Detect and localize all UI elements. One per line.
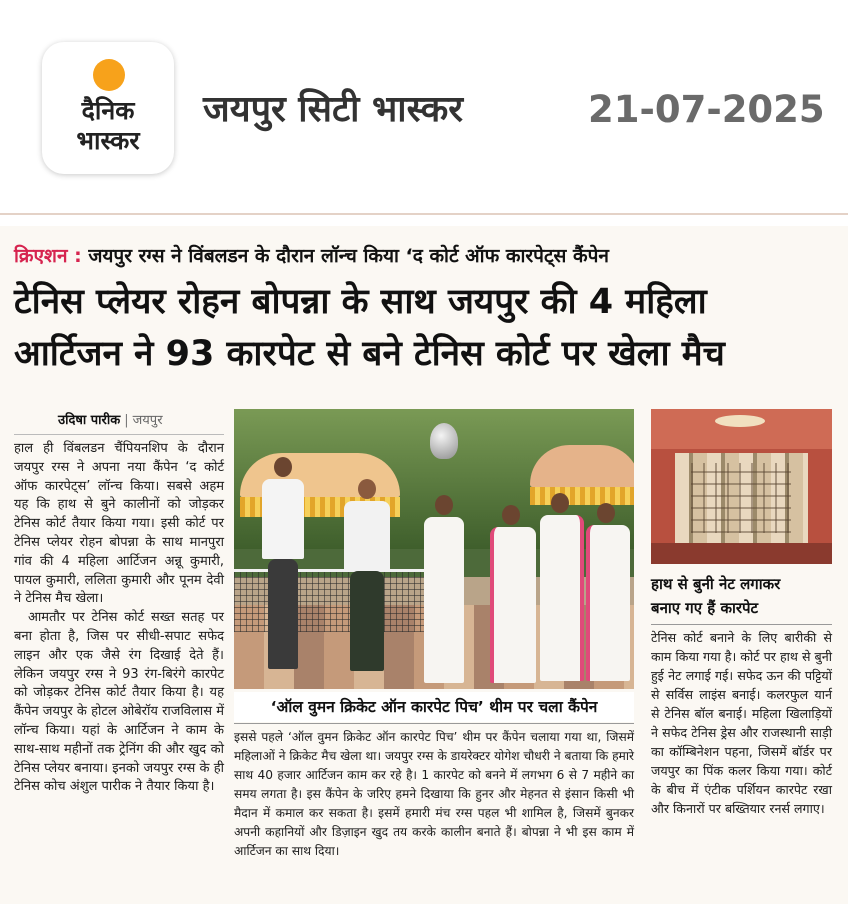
app-header xyxy=(0,0,848,214)
main-photo-caption: ‘ऑल वुमन क्रिकेट ऑन कारपेट पिच’ थीम पर चला कैंपेन xyxy=(234,692,634,722)
photo-person-1 xyxy=(258,457,308,677)
photo-person-5 xyxy=(538,493,582,683)
side-photo-caption xyxy=(651,572,832,620)
header-divider xyxy=(0,213,848,215)
photo-person-3 xyxy=(422,495,466,685)
kicker-text: जयपुर रग्स ने विंबलडन के दौरान लॉन्च किया ‘द कोर्ट ऑफ कारपेट्स कैंपेन xyxy=(81,245,609,267)
headline-line-1: टेनिस प्लेयर रोहन बोपन्ना के साथ जयपुर की 4 महिला xyxy=(14,282,707,322)
article-column-1 xyxy=(14,440,224,797)
side-caption-line-2: बनाए गए हैं कारपेट xyxy=(651,599,759,617)
kicker-label: क्रिएशन : xyxy=(14,245,82,267)
photo-person-2 xyxy=(340,479,394,679)
byline-author: उदिषा पारीक xyxy=(58,413,121,428)
photo-umbrella-right xyxy=(530,445,634,487)
edition-date: 21-07-2025 xyxy=(588,88,825,131)
article-kicker xyxy=(14,241,609,271)
main-photo-tennis-match[interactable] xyxy=(234,409,634,689)
article-column-3: टेनिस कोर्ट बनाने के लिए बारीकी से काम किया गया है। कोर्ट पर हाथ से बुनी हुई नेट लगाई गई। सफेद ऊन की पट्टियों से सर्विस लाइंस बनाई। कलरफुल यार्न से टेनिस बॉल बनाई। महिला खिलाड़ियों ने सफेद टेनिस ड्रेस और राजस्थानी साड़ी का कॉम्बिनेशन पहना, जिसमें बॉर्डर पर जयपुर का पिंक कलर किया गया। कोर्ट के बीच में एंटीक पर्शियन कारपेट रखा और किनारों पर बख्तियार रनर्स लगाए। xyxy=(651,630,832,816)
logo-word-dainik: दैनिक xyxy=(81,96,135,125)
sun-icon xyxy=(93,59,125,91)
article-column-middle: इससे पहले ‘ऑल वुमन क्रिकेट ऑन कारपेट पिच’ थीम पर कैंपेन चलाया गया था, जिसमें महिलाओं ने क्रिकेट मैच खेला था। जयपुर रग्स के डायरेक्टर योगेश चौधरी ने बताया कि हमारे साथ 40 हजार आर्टिजन काम कर रहे है। 1 कारपेट को बनने में लगभग 6 से 7 महीने का समय लगता है। इस कैंपेन के जरिए हमने दिखाया कि हुनर और मेहनत से इंसान किसी भी मैदान में कमाल कर सकता है। इसमें हमारी मंच रग्स पहल भी शामिल है, जिसमें बुनकर अपनी कहानियों और डिज़ाइन खुद तय करके कालीन बनाते हैं। बोपन्ना ने भी इस काम में आर्टिजन का साथ दिया। xyxy=(234,730,634,858)
edition-title: जयपुर सिटी भास्कर xyxy=(203,89,463,130)
photo-trophy xyxy=(430,423,458,459)
headline-line-2: आर्टिजन ने 93 कारपेट से बने टेनिस कोर्ट पर खेला मैच xyxy=(14,334,725,374)
logo-word-bhaskar: भास्कर xyxy=(76,126,140,155)
dainik-bhaskar-logo[interactable] xyxy=(42,42,174,174)
side-photo-carpet[interactable] xyxy=(651,409,832,564)
byline-divider xyxy=(14,434,224,435)
byline-city: जयपुर xyxy=(132,413,163,428)
byline-separator: | xyxy=(124,413,129,428)
side-photo-lamp xyxy=(715,415,765,427)
article-headline xyxy=(14,276,836,380)
byline xyxy=(58,409,163,433)
side-caption-line-1: हाथ से बुनी नेट लगाकर xyxy=(651,575,781,593)
side-caption-divider xyxy=(651,624,832,625)
column-1-paragraph-2: आमतौर पर टेनिस कोर्ट सख्त सतह पर बना होता है, जिस पर सीधी-सपाट सफेद लाइन और एक जैसे रंग दिखाई देते हैं। लेकिन जयपुर रग्स ने 93 रंग-बिरंगे कारपेट को जोड़कर टेनिस कोर्ट तैयार किया है। यह कैंपेन जयपुर के होटल ओबेरॉय राजविलास में लॉन्च किया। यहां के आर्टिजन ने काम के साथ-साथ महीनों तक ट्रेनिंग की और खुद को टेनिस प्लेयर बनाया। इनको जयपुर रग्स के ही टेनिस कोच अंशुल पारीक ने तैयार किया है। xyxy=(14,610,224,795)
photo-person-4 xyxy=(488,505,534,685)
column-1-paragraph-1: हाल ही विंबलडन चैंपियनशिप के दौरान जयपुर रग्स ने अपना नया कैंपेन ‘द कोर्ट ऑफ कारपेट्स’ लॉन्च किया। सबसे अहम यह कि हाथ से बुने कालीनों को जोड़कर टेनिस कोर्ट तैयार किया गया। इसी कोर्ट पर टेनिस प्लेयर रोहन बोपन्ना के साथ मानपुरा गांव की 4 महिला आर्टिजन अन्नू कुमारी, पायल कुमारी, ललिता कुमारी और पूनम देवी ने टेनिस मैच खेला। xyxy=(14,441,224,607)
photo-person-6 xyxy=(584,503,628,683)
side-photo-carpet-grid xyxy=(691,463,791,533)
caption-divider xyxy=(234,723,634,724)
side-photo-floor xyxy=(651,543,832,564)
